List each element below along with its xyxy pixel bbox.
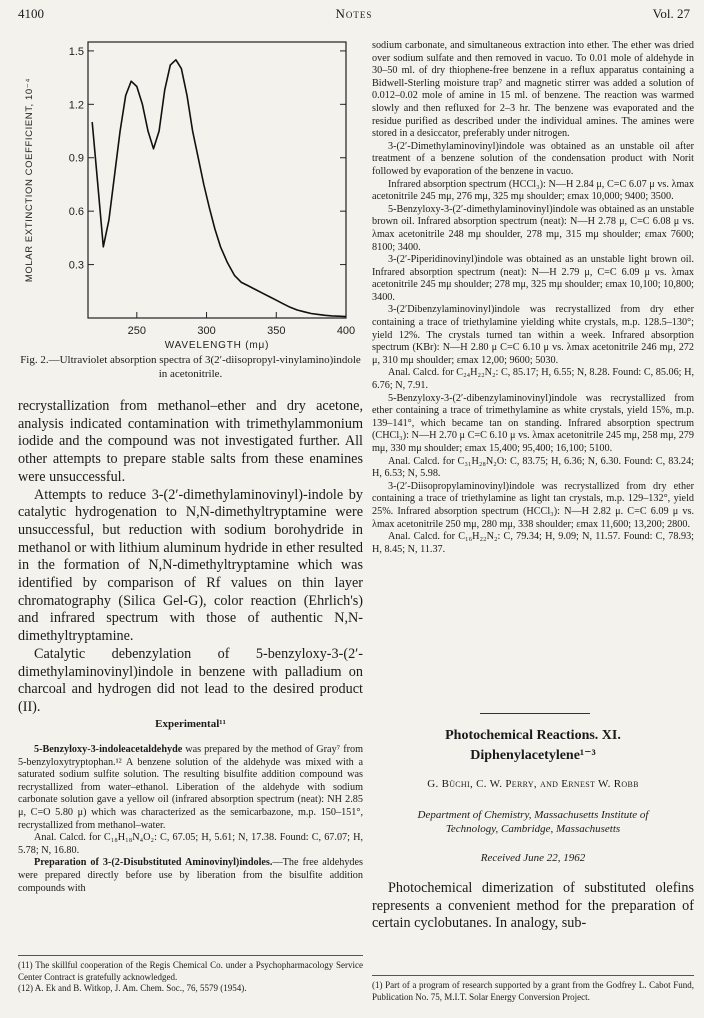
y-tick-label: 0.6 [68, 206, 84, 219]
paragraph: 3-(2′Dibenzylaminovinyl)indole was recrystallized from dry ether containing a trace of triethylamine yielding white crystals, m.p. 128.5–130°; yield 12%. The crystals turned tan within a week. Infrared absorption spectrum (KBr): N—H 2.80 μ C=C 6.10 μ vs. λmax acetonitrile 246 mμ, 272 μ, 310 mμ shoulder; εmax 12,00; 9600; 5030. [372, 304, 694, 366]
figure-caption: Fig. 2.—Ultraviolet absorption spectra of 3(2′-diisopropyl-vinylamino)indole in acetonitrile. [20, 354, 361, 380]
x-tick-label: 250 [127, 325, 146, 337]
article-affiliation: Department of Chemistry, Massachusetts Institute of Technology, Cambridge, Massachusetts [417, 809, 649, 835]
y-axis-label: MOLAR EXTINCTION COEFFICIENT, 10⁻⁴ [24, 77, 35, 283]
page-header [18, 6, 690, 24]
body-text [18, 398, 363, 717]
series-line [92, 60, 346, 317]
article-title-main: Photochemical Reactions. XI. [445, 728, 621, 743]
footnotes [18, 955, 363, 995]
article-title [372, 726, 694, 766]
paragraph: Infrared absorption spectrum (HCCl₃): N—H 2.84 μ, C=C 6.07 μ vs. λmax acetonitrile 245 mμ, 276 mμ, 325 mμ shoulder; εmax 10,000; 9400; 3500. [372, 178, 694, 203]
article-intro: Photochemical dimerization of substituted olefins represents a convenient method for the preparation of certain cyclobutanes. In analogy, sub- [372, 880, 694, 932]
journal-section: Notes [335, 6, 373, 21]
y-tick-label: 0.3 [68, 259, 84, 272]
paragraph: sodium carbonate, and simultaneous extraction into ether. The ether was dried over sodium sulfate and then removed in vacuo. To 0.01 mole of aldehyde in 30–50 ml. of dry thiophene-free benzene in a reflux apparatus containing a Bidwell-Sterling moisture trap⁷ and magnetic stirrer was added a solution of 0.012–0.02 mole of amine in 15 ml. of benzene. The reaction was warmed slowly and then refluxed for 2–3 hr. The benzene was evaporated and the residue purified as described under the individual amines. The amines were stored in a desiccator, preferably under nitrogen. [372, 40, 694, 140]
body-text [372, 40, 694, 556]
y-tick-label: 1.2 [68, 99, 84, 112]
paragraph: 5-Benzyloxy-3-(2′-dimethylaminovinyl)indole was obtained as an unstable brown oil. Infrared absorption spectrum (neat): N—H 2.78 μ, C=C 6.08 μ vs. λmax acetonitrile 248 mμ shoulder, 278 mμ, 315 mμ shoulder; εmax 7600; 8100; 3400. [372, 203, 694, 253]
footnote: (12) A. Ek and B. Witkop, J. Am. Chem. Soc., 76, 5579 (1954). [18, 983, 247, 993]
y-tick-label: 0.9 [68, 152, 84, 165]
paragraph: Anal. Calcd. for C₃₁H₂₈N₂O: C, 83.75; H, 6.36; N, 6.30. Found: C, 83.24; H, 6.53; N, 5.98. [372, 455, 694, 480]
paragraph-lead: 5-Benzyloxy-3-indoleacetaldehyde [34, 744, 183, 755]
paragraph: 3-(2′-Dimethylaminovinyl)indole was obtained as an unstable oil after treatment of a benzene solution of the condensation product with Norit followed by evaporation of the benzene in vacuo. [372, 140, 694, 177]
paragraph: Catalytic debenzylation of 5-benzyloxy-3-(2′-dimethylaminovinyl)indole in benzene with palladium on charcoal and hydrogen did not lead to the desired product (II). [18, 645, 363, 715]
experimental-section [18, 718, 363, 895]
section-heading: Experimental¹¹ [155, 718, 226, 730]
x-axis-label: WAVELENGTH (mμ) [164, 340, 270, 350]
paragraph: Anal. Calcd. for C₂₄H₂₂N₂: C, 85.17; H, 6.55; N, 8.28. Found: C, 85.06; H, 6.76; N, 7.91. [372, 367, 694, 392]
x-tick-label: 300 [197, 325, 216, 337]
right-column [372, 40, 694, 1015]
x-tick-label: 350 [267, 325, 286, 337]
article-authors: G. Büchi, C. W. Perry, and Ernest W. Robb [427, 778, 639, 790]
paragraph: Attempts to reduce 3-(2′-dimethylaminovinyl)-indole by catalytic hydrogenation to N,N-dimethyltryptamine were unsuccessful, but reduction with sodium borohydride in methanol or with lithium aluminum hydride in ether resulted in the formation of N,N-dimethyltryptamine which was identified by comparison of Rf values on thin layer chromatography (Silica Gel-G), color reaction (Ehrlich's) and infrared spectrum with those of authentic N,N-dimethyltryptamine. [18, 486, 363, 645]
paragraph-text: —The free aldehydes were prepared directly before use by liberation from the bisulfite addition compounds with [18, 857, 363, 894]
x-tick-label: 400 [336, 325, 356, 337]
left-column [18, 28, 363, 1013]
article-subtitle: Diphenylacetylene¹⁻³ [470, 748, 596, 763]
paragraph: 5-Benzyloxy-3-(2′-dibenzylaminovinyl)indole was recrystallized from ether containing a trace of trimethylamine as white crystals, yield 15%, m.p. 139–141°, which became tan on standing. Infrared absorption spectrum (CHCl₃): N—H 2.70 μ C=C 6.10 μ vs. λmax acetonitrile 245 mμ, 258 mμ, 279 mμ, 330 mμ shoulder; εmax 15,400; 95,400; 16,100; 5100. [372, 392, 694, 454]
uv-spectrum-chart [18, 28, 363, 350]
footnote: (1) Part of a program of research supported by a grant from the Godfrey L. Cabot Fund, Publication No. 75, M.I.T. Solar Energy Conversion Project. [372, 980, 694, 1002]
footnotes [372, 975, 694, 1003]
paragraph: Anal. Calcd. for C₁₆H₂₂N₂: C, 79.34; H, 9.09; N, 11.57. Found: C, 78.93; H, 8.45; N, 11.37. [372, 531, 694, 555]
received-date: Received June 22, 1962 [480, 852, 586, 864]
footnote: (11) The skillful cooperation of the Regis Chemical Co. under a Psychopharmacology Service Center Contract is gratefully acknowledged. [18, 960, 363, 982]
paragraph: recrystallization from methanol–ether and dry acetone, analysis indicated contamination with trimethylammonium iodide and the compound was not investigated further. All other attempts to prepare stable salts from these enamines were unsuccessful. [18, 398, 363, 485]
paragraph-lead: Preparation of 3-(2-Disubstituted Aminovinyl)indoles. [34, 857, 273, 869]
paragraph [18, 744, 363, 832]
paragraph-text: Anal. Calcd. for C₁₈H₁₈N₄O₂: C, 67.05; H, 5.61; N, 17.38. Found: C, 67.07; H, 5.78; N, 16.80. [18, 832, 363, 856]
paragraph-text: was prepared by the method of Gray⁷ from 5-benzyloxytryptophan.¹² A benzene solution of the aldehyde was mixed with a saturated sodium sulfite solution. The resulting bisulfite addition compound was recrystallized from water–ethanol. Liberation of the aldehyde with sodium carbonate solution gave a yellow oil (infrared absorption spectrum (neat): NH 2.85 μ, C=O 5.80 μ) which was characterized as the semicarbazone, m.p. 150–151°, recrystallized from methanol–water. [18, 744, 363, 831]
paragraph: 3-(2′-Piperidinovinyl)indole was obtained as an unstable light brown oil. Infrared absorption spectrum (neat): N—H 2.79 μ, C=C 6.09 μ vs. λmax acetonitrile 245 mμ shoulder; 278 mμ, 325 mμ shoulder; εmax 10,100; 10,800; 3400. [372, 254, 694, 303]
y-tick-label: 1.5 [68, 45, 84, 58]
page-number: 4100 [18, 6, 44, 21]
volume-label: Vol. 27 [652, 6, 690, 21]
plot-frame [88, 42, 346, 318]
paragraph: 3-(2′-Diisopropylaminovinyl)indole was recrystallized from dry ether containing a trace of triethylamine as light tan crystals, m.p. 129–132°, yield 25%. Infrared absorption spectrum (HCCl₃): N—H 2.82 μ. C=C 6.09 μ vs. λmax acetonitrile 250 mμ, 280 mμ, 338 shoulder; εmax 11,600; 13,200; 2800. [372, 480, 694, 530]
paragraph [18, 832, 363, 857]
paragraph [18, 857, 363, 895]
section-divider [480, 713, 590, 714]
